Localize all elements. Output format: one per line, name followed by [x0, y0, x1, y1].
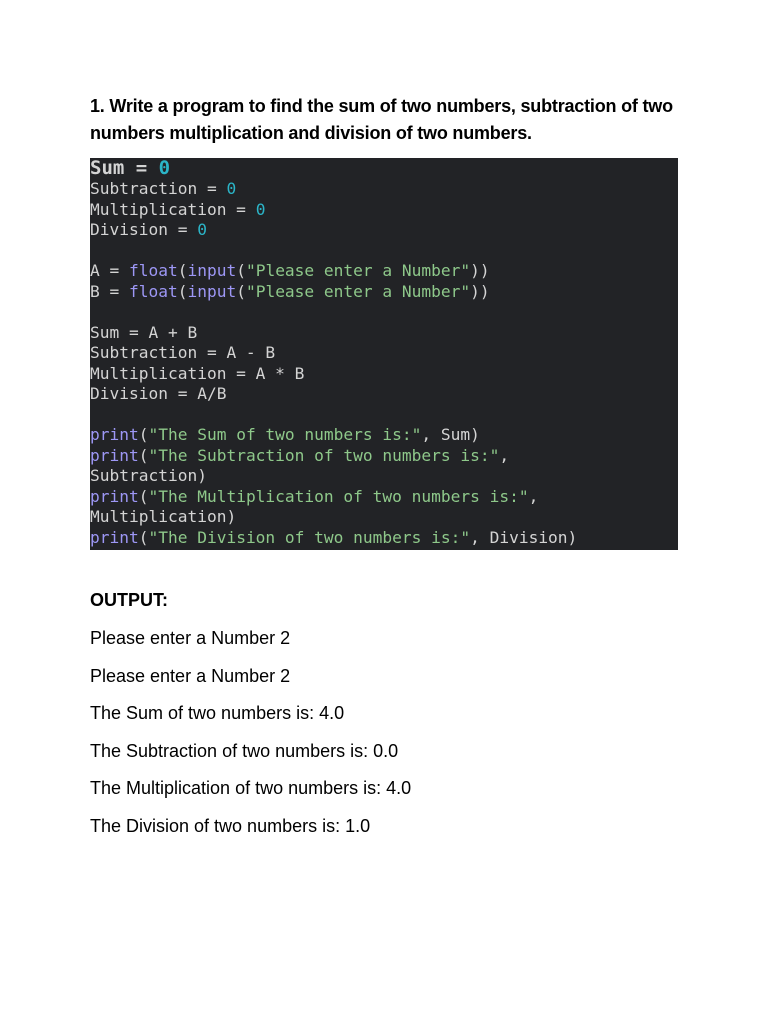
- code-token: B =: [90, 281, 129, 301]
- code-token: (: [177, 261, 188, 280]
- code-token: Sum = A + B: [90, 322, 198, 342]
- code-token: float: [128, 281, 178, 301]
- code-token: "The Subtraction of two numbers is:": [148, 445, 500, 465]
- code-token: input: [187, 261, 237, 280]
- code-token: )): [470, 261, 490, 280]
- code-block: [90, 158, 678, 550]
- code-token: Subtraction = A - B: [90, 343, 276, 362]
- code-token: "Please enter a Number": [245, 261, 471, 280]
- code-token: (: [138, 425, 149, 444]
- code-token: print: [90, 445, 139, 465]
- output-line: The Subtraction of two numbers is: 0.0: [90, 740, 399, 761]
- code-line: [90, 343, 678, 364]
- code-line: [90, 261, 678, 282]
- code-line: [90, 384, 678, 405]
- code-token: (: [177, 281, 188, 301]
- code-token: Multiplication = A * B: [90, 363, 305, 383]
- code-token: input: [187, 281, 237, 301]
- code-token: 0: [226, 179, 237, 198]
- code-line: [90, 323, 678, 344]
- code-token: float: [128, 261, 178, 280]
- code-token: Subtraction): [90, 466, 207, 485]
- code-token: (: [138, 527, 149, 547]
- code-line: [90, 466, 678, 487]
- code-token: "Please enter a Number": [245, 281, 471, 301]
- code-line: [90, 487, 678, 508]
- code-token: A =: [90, 261, 129, 280]
- code-token: print: [90, 425, 139, 444]
- code-token: Division = A/B: [90, 384, 227, 403]
- code-token: print: [90, 527, 139, 547]
- code-token: Multiplication =: [90, 199, 256, 219]
- code-token: Subtraction =: [90, 179, 227, 198]
- code-line: [90, 405, 678, 426]
- code-token: , Division): [470, 527, 578, 547]
- code-token: Sum =: [90, 158, 159, 179]
- output-line: Please enter a Number 2: [90, 665, 291, 686]
- code-token: "The Division of two numbers is:": [148, 527, 471, 547]
- code-token: 0: [158, 158, 171, 179]
- code-token: (: [138, 486, 149, 506]
- code-token: (: [138, 445, 149, 465]
- output-line: The Division of two numbers is: 1.0: [90, 815, 371, 836]
- code-line: [90, 220, 678, 241]
- code-token: 0: [197, 220, 207, 239]
- code-token: (: [236, 281, 246, 301]
- code-token: , Sum): [421, 425, 480, 444]
- output-heading: OUTPUT:: [90, 590, 168, 610]
- code-line: [90, 528, 678, 549]
- output-line: The Sum of two numbers is: 4.0: [90, 703, 345, 723]
- code-line: [90, 179, 678, 200]
- code-token: print: [90, 486, 139, 506]
- code-line: [90, 282, 678, 303]
- code-listing: [90, 158, 678, 548]
- code-token: ,: [499, 445, 510, 465]
- output-line: Please enter a Number 2: [90, 628, 291, 648]
- code-line: [90, 158, 678, 179]
- output-line: The Multiplication of two numbers is: 4.0: [90, 778, 412, 798]
- code-token: "The Multiplication of two numbers is:": [148, 486, 529, 506]
- output-list: [90, 627, 411, 852]
- code-line: [90, 200, 678, 221]
- code-token: "The Sum of two numbers is:": [148, 425, 422, 444]
- question-heading: 1. Write a program to find the sum of two numbers, subtraction of two numbers multiplication and division of two numbers.: [90, 96, 673, 143]
- code-token: (: [236, 261, 246, 280]
- code-line: [90, 446, 678, 467]
- code-line: [90, 302, 678, 323]
- code-token: Multiplication): [90, 507, 237, 526]
- code-token: 0: [255, 199, 266, 219]
- code-token: Division =: [90, 220, 198, 239]
- code-line: [90, 507, 678, 528]
- code-line: [90, 364, 678, 385]
- code-line: [90, 425, 678, 446]
- code-line: [90, 241, 678, 262]
- code-token: )): [470, 281, 490, 301]
- code-token: ,: [528, 486, 539, 506]
